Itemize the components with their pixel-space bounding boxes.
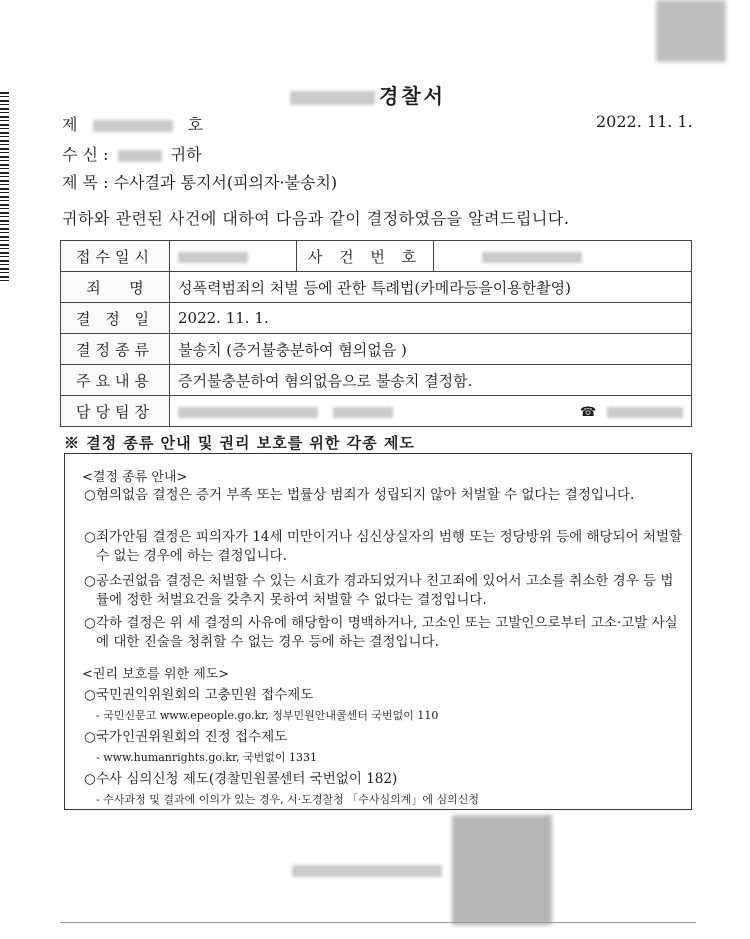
item-text: 혐의없음 결정은 증거 부족 또는 법률상 범죄가 성립되지 않아 처벌할 수 없다는 결정입니다. bbox=[96, 487, 635, 503]
redacted-seal bbox=[452, 815, 552, 925]
list-item: ○ 수사 심의신청 제도(경찰민원콜센터 국번없이 182) bbox=[84, 770, 684, 789]
item-text: 죄가안됨 결정은 피의자가 14세 미만이거나 심신상실자의 범행 또는 정당방위 등에 해당되어 처벌할 수 없는 경우에 하는 결정입니다. bbox=[96, 529, 683, 564]
list-item: ○ 국가인권위원회의 진정 접수제도 bbox=[84, 728, 684, 747]
list-item: ○ 혐의없음 결정은 증거 부족 또는 법률상 범죄가 성립되지 않아 처벌할 수 없다는 결정입니다. bbox=[84, 486, 684, 505]
crime-label: 죄 명 bbox=[61, 272, 170, 303]
number-prefix: 제 bbox=[62, 115, 78, 134]
table-row bbox=[61, 365, 692, 396]
table-row bbox=[61, 396, 692, 427]
case-number-label: 사 건 번 호 bbox=[297, 241, 434, 272]
subject-text: 수사결과 통지서(피의자·불송치) bbox=[113, 173, 338, 192]
subject-label: 제 목 : bbox=[62, 173, 109, 192]
number-suffix: 호 bbox=[187, 115, 204, 134]
redacted-team-name bbox=[333, 407, 393, 418]
recipient bbox=[62, 142, 202, 165]
barcode bbox=[0, 92, 9, 282]
notice-title: ※ 결정 종류 안내 및 권리 보호를 위한 각종 제도 bbox=[64, 434, 415, 452]
recipient-label: 수 신 : bbox=[62, 145, 109, 164]
item-text: 공소권없음 결정은 처벌할 수 있는 시효가 경과되었거나 친고죄에 있어서 고소를 취소한 경우 등 법률에 정한 처벌요건을 갖추지 못하여 처벌할 수 없다는 결정입니다. bbox=[96, 573, 674, 608]
table-row bbox=[61, 334, 692, 365]
list-item: ○ 각하 결정은 위 세 결정의 사유에 해당함이 명백하거나, 고소인 또는 고발인으로부터 고소·고발 사실에 대한 진술을 청취할 수 없는 경우 등에 하는 결정입니다. bbox=[84, 614, 684, 652]
list-item: ○ 공소권없음 결정은 처벌할 수 있는 시효가 경과되었거나 친고죄에 있어서 고소를 취소한 경우 등 법률에 정한 처벌요건을 갖추지 못하여 처벌할 수 없다는 결정입니다. bbox=[84, 572, 684, 610]
redacted-office-name bbox=[290, 91, 375, 105]
item-subtext: - 수사과정 및 결과에 이의가 있는 경우, 시·도경찰청 「수사심의계」에 심의신청 bbox=[96, 793, 479, 806]
received-date-label: 접수일시 bbox=[61, 241, 170, 272]
team-value bbox=[170, 396, 692, 427]
decision-type-value: 불송치 (증거불충분하여 혐의없음 ) bbox=[170, 334, 692, 365]
recipient-suffix: 귀하 bbox=[170, 145, 202, 164]
team-label: 담당팀장 bbox=[61, 396, 170, 427]
crime-value: 성폭력범죄의 처벌 등에 관한 특례법(카메라등을이용한촬영) bbox=[170, 272, 692, 303]
item-text: 국가인권위원회의 진정 접수제도 bbox=[96, 729, 288, 745]
redacted-stamp bbox=[656, 0, 726, 62]
list-item: ○ 국민권익위원회의 고충민원 접수제도 bbox=[84, 686, 684, 705]
redacted-recipient bbox=[118, 150, 162, 162]
case-number-value bbox=[434, 241, 692, 272]
section-rights-protection: <권리 보호를 위한 제도> bbox=[82, 667, 230, 682]
redacted-date bbox=[178, 252, 248, 263]
doc-date: 2022. 11. 1. bbox=[596, 112, 693, 131]
received-date-value bbox=[170, 241, 297, 272]
item-subtext: - www.humanrights.go.kr, 국번없이 1331 bbox=[96, 751, 318, 764]
divider bbox=[60, 922, 696, 923]
intro-text: 귀하와 관련된 사건에 대하여 다음과 같이 결정하였음을 알려드립니다. bbox=[62, 209, 570, 228]
office-title bbox=[290, 80, 446, 109]
subject bbox=[62, 170, 337, 193]
phone-icon: ☎ bbox=[580, 405, 597, 420]
doc-number bbox=[62, 112, 203, 135]
redacted-team bbox=[178, 407, 318, 418]
section-decision-types: <결정 종류 안내> bbox=[82, 470, 188, 485]
item-text: 각하 결정은 위 세 결정의 사유에 해당함이 명백하거나, 고소인 또는 고발인으로부터 고소·고발 사실에 대한 진술을 청취할 수 없는 경우 등에 하는 결정입니다. bbox=[96, 615, 678, 650]
phone-block bbox=[580, 402, 683, 420]
item-subtext: - 국민신문고 www.epeople.go.kr, 정부민원안내콜센터 국번없이 110 bbox=[96, 709, 439, 722]
redacted-issuer bbox=[292, 862, 442, 881]
redacted-phone bbox=[607, 407, 683, 418]
redacted-issuer-name bbox=[292, 865, 442, 877]
summary-value: 증거불충분하여 혐의없음으로 불송치 결정함. bbox=[170, 365, 692, 396]
decision-date-label: 결 정 일 bbox=[61, 303, 170, 334]
office-suffix: 경찰서 bbox=[379, 84, 446, 108]
summary-label: 주요내용 bbox=[61, 365, 170, 396]
decision-date-value: 2022. 11. 1. bbox=[170, 303, 692, 334]
table-row bbox=[61, 303, 692, 334]
item-text: 국민권익위원회의 고충민원 접수제도 bbox=[96, 687, 314, 703]
table-row bbox=[61, 241, 692, 272]
redacted-case-number bbox=[482, 252, 582, 263]
item-text: 수사 심의신청 제도(경찰민원콜센터 국번없이 182) bbox=[96, 771, 398, 787]
decision-type-label: 결정종류 bbox=[61, 334, 170, 365]
case-info-table bbox=[60, 240, 692, 427]
table-row bbox=[61, 272, 692, 303]
redacted-number bbox=[93, 120, 173, 132]
list-item: ○ 죄가안됨 결정은 피의자가 14세 미만이거나 심신상실자의 범행 또는 정당방위 등에 해당되어 처벌할 수 없는 경우에 하는 결정입니다. bbox=[84, 529, 683, 564]
